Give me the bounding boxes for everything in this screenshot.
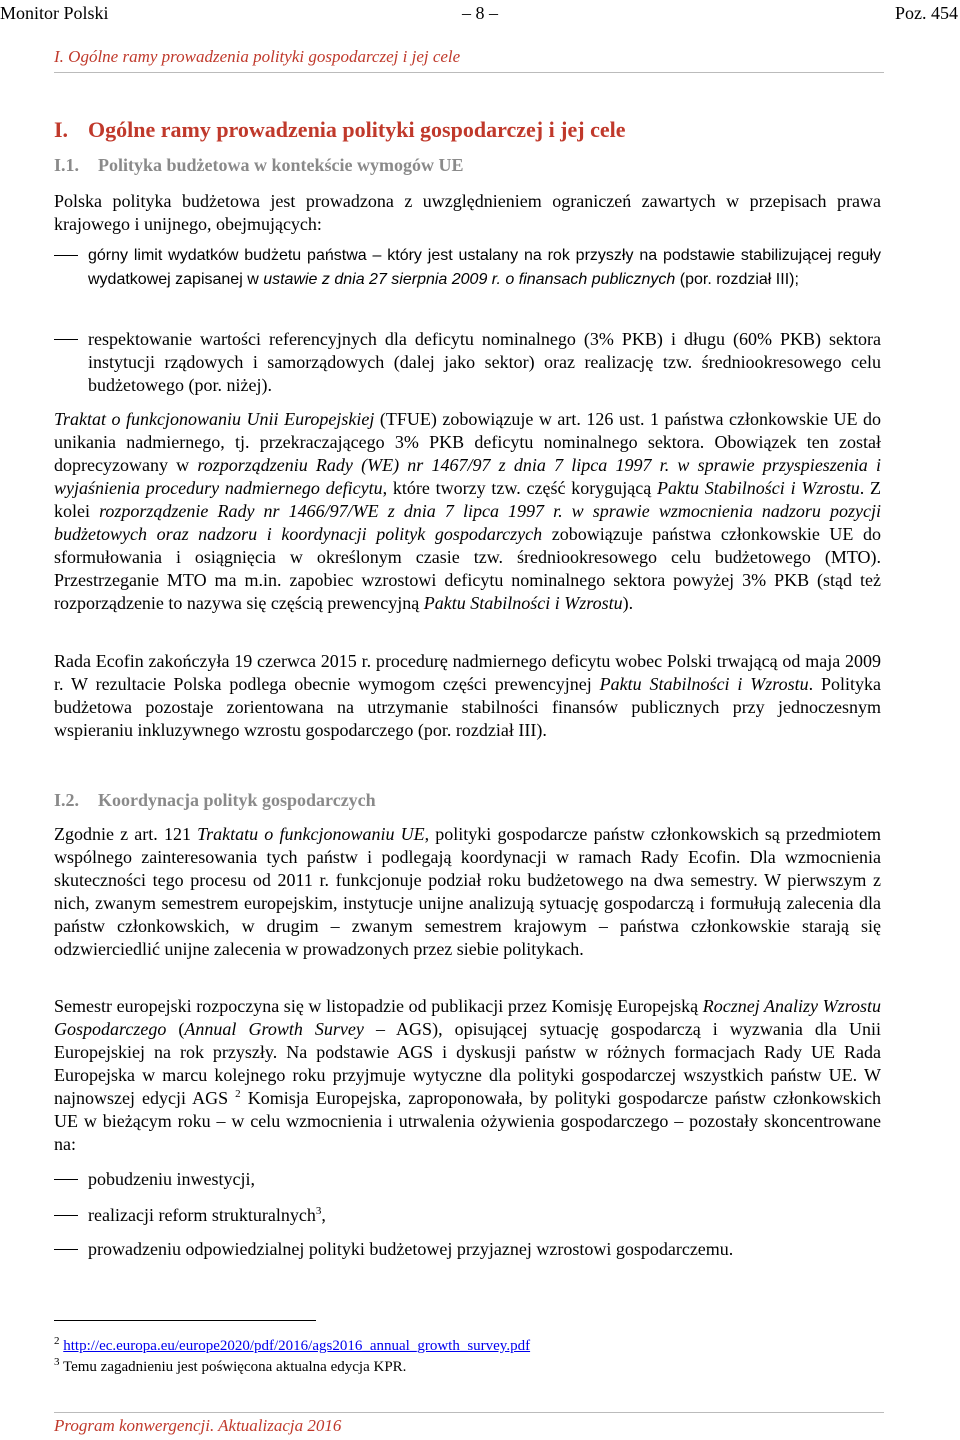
dash-marker bbox=[54, 1179, 78, 1180]
paragraph-ecofin: Rada Ecofin zakończyła 19 czerwca 2015 r. procedurę nadmiernego deficytu wobec Polski trwającą od maja 2009 r. W rezultacie Polska podlega obecnie wymogom części prewencyjnej Paktu Stabilności i Wzrostu. Polityka budżetowa pozostaje zorientowana na utrzymanie stabilności finansów publicznych przy jednoczesnym wspieraniu inkluzywnego wzrostu gospodarczego (por. rozdział III). bbox=[54, 651, 881, 740]
subsection-heading-2 bbox=[54, 788, 376, 812]
list-item: prowadzeniu odpowiedzialnej polityki budżetowej przyjaznej wzrostowi gospodarczemu. bbox=[54, 1238, 881, 1261]
paragraph-semester: Semestr europejski rozpoczyna się w listopadzie od publikacji przez Komisję Europejską Rocznej Analizy Wzrostu Gospodarczego (Annual Growth Survey – AGS), opisującej sytuację gospodarczą i wyzwania dla Unii Europejskiej na rok przyszły. Na podstawie AGS i dyskusji państw w różnych formacjach Rady UE Rada Europejska w marcu kolejnego roku przyjmuje wytyczne dla polityki gospodarczej wszystkich państw UE. W najnowszej edycji AGS $^2$ Komisja Europejska, zaproponowała, by polityki gospodarcze państw członkowskich UE w bieżącym roku – w celu wzmocnienia i utrwalenia ożywienia gospodarczego – pozostały skoncentrowane na: bbox=[54, 996, 882, 1154]
footnote-link[interactable]: http://ec.europa.eu/europe2020/pdf/2016/ags2016_annual_growth_survey.pdf bbox=[63, 1338, 531, 1354]
footnote-2: $^2$ http://ec.europa.eu/europe2020/pdf/2016/ags2016_annual_growth_survey.pdf bbox=[54, 1335, 531, 1354]
position-number: Poz. 454 bbox=[895, 3, 958, 23]
paragraph-intro: Polska polityka budżetowa jest prowadzona z uwzględnieniem ograniczeń zawartych w przepisach prawa krajowego i unijnego, obejmujących: bbox=[54, 191, 881, 234]
subsection-title: Koordynacja polityk gospodarczych bbox=[98, 790, 376, 810]
footnote-divider bbox=[54, 1320, 316, 1321]
list-item: górny limit wydatków budżetu państwa – który jest ustalany na rok przyszły na podstawie stabilizującej reguły wydatkowej zapisanej w ustawie z dnia 27 sierpnia 2009 r. o finansach publicznych (por. rozdział III); bbox=[54, 244, 881, 292]
dash-marker bbox=[54, 1249, 78, 1250]
section-heading bbox=[54, 116, 626, 144]
section-number: I. bbox=[54, 117, 69, 142]
subsection-heading-1 bbox=[54, 153, 464, 177]
footer-divider bbox=[54, 1412, 884, 1413]
footnote-3: $^3$ Temu zagadnieniu jest poświęcona aktualna edycja KPR. bbox=[54, 1356, 407, 1375]
header-divider bbox=[54, 72, 884, 73]
footnote-ref-2: 2 bbox=[235, 1088, 241, 1100]
list-item: respektowanie wartości referencyjnych dla deficytu nominalnego (3% PKB) i długu (60% PKB) sektora instytucji rządowych i samorządowych (dalej jako sektor) oraz realizację tzw. średniookresowego celu budżetowego (por. niżej). bbox=[54, 328, 881, 397]
dash-marker bbox=[54, 339, 78, 340]
paragraph-coordination: Zgodnie z art. 121 Traktatu o funkcjonowaniu UE, polityki gospodarcze państw członkowskich są przedmiotem wspólnego zainteresowania tych państw i podlegają koordynacji w ramach Rady Ecofin. Dla wzmocnienia skuteczności tego procesu od 2011 r. funkcjonuje podział roku budżetowego na dwa semestry. W pierwszym z nich, zwanym semestrem europejskim, instytucje unijne analizują sytuację gospodarczą i formułują zalecenia dla państw członkowskich, w drugim – zwanym semestrem krajowym – państwa członkowskie starają się odzwierciedlić unijne zalecenia w prowadzonych przez siebie politykach. bbox=[54, 824, 882, 959]
subsection-number: I.1. bbox=[54, 155, 80, 175]
footer-title: Program konwergencji. Aktualizacja 2016 bbox=[54, 1416, 342, 1435]
paragraph-tfue: Traktat o funkcjonowaniu Unii Europejskiej (TFUE) zobowiązuje w art. 126 ust. 1 państwa członkowskie UE do unikania nadmiernego, tj. przekraczającego 3% PKB deficytu nominalnego sektora. Obowiązek ten został doprecyzowany w rozporządzeniu Rady (WE) nr 1467/97 z dnia 7 lipca 1997 r. w sprawie przyspieszenia i wyjaśnienia procedury nadmiernego deficytu, które tworzy tzw. część korygującą Paktu Stabilności i Wzrostu. Z kolei rozporządzenie Rady nr 1466/97/WE z dnia 7 lipca 1997 r. w sprawie wzmocnienia nadzoru pozycji budżetowych oraz nadzoru i koordynacji polityk gospodarczych zobowiązuje państwa członkowskie UE do sformułowania i osiągnięcia w określonym czasie tzw. średniookresowego celu budżetowego (MTO). Przestrzeganie MTO ma m.in. zapobiec wzrostowi deficytu nominalnego sektora powyżej 3% PKB (stąd też rozporządzenie to nazywa się częścią prewencyjną Paktu Stabilności i Wzrostu). bbox=[54, 409, 882, 613]
dash-marker bbox=[54, 1215, 78, 1216]
journal-name: Monitor Polski bbox=[0, 3, 109, 23]
footnote-ref-3: 3 bbox=[315, 1205, 322, 1217]
list-item: realizacji reform strukturalnych$^3$, bbox=[54, 1204, 881, 1227]
page-number: – 8 – bbox=[462, 3, 498, 23]
list-item: pobudzeniu inwestycji, bbox=[54, 1168, 881, 1191]
running-title: I. Ogólne ramy prowadzenia polityki gospodarczej i jej cele bbox=[54, 47, 461, 66]
subsection-number: I.2. bbox=[54, 790, 80, 810]
dash-marker bbox=[54, 255, 78, 256]
section-title: Ogólne ramy prowadzenia polityki gospodarczej i jej cele bbox=[88, 117, 626, 142]
subsection-title: Polityka budżetowa w kontekście wymogów UE bbox=[98, 155, 464, 175]
